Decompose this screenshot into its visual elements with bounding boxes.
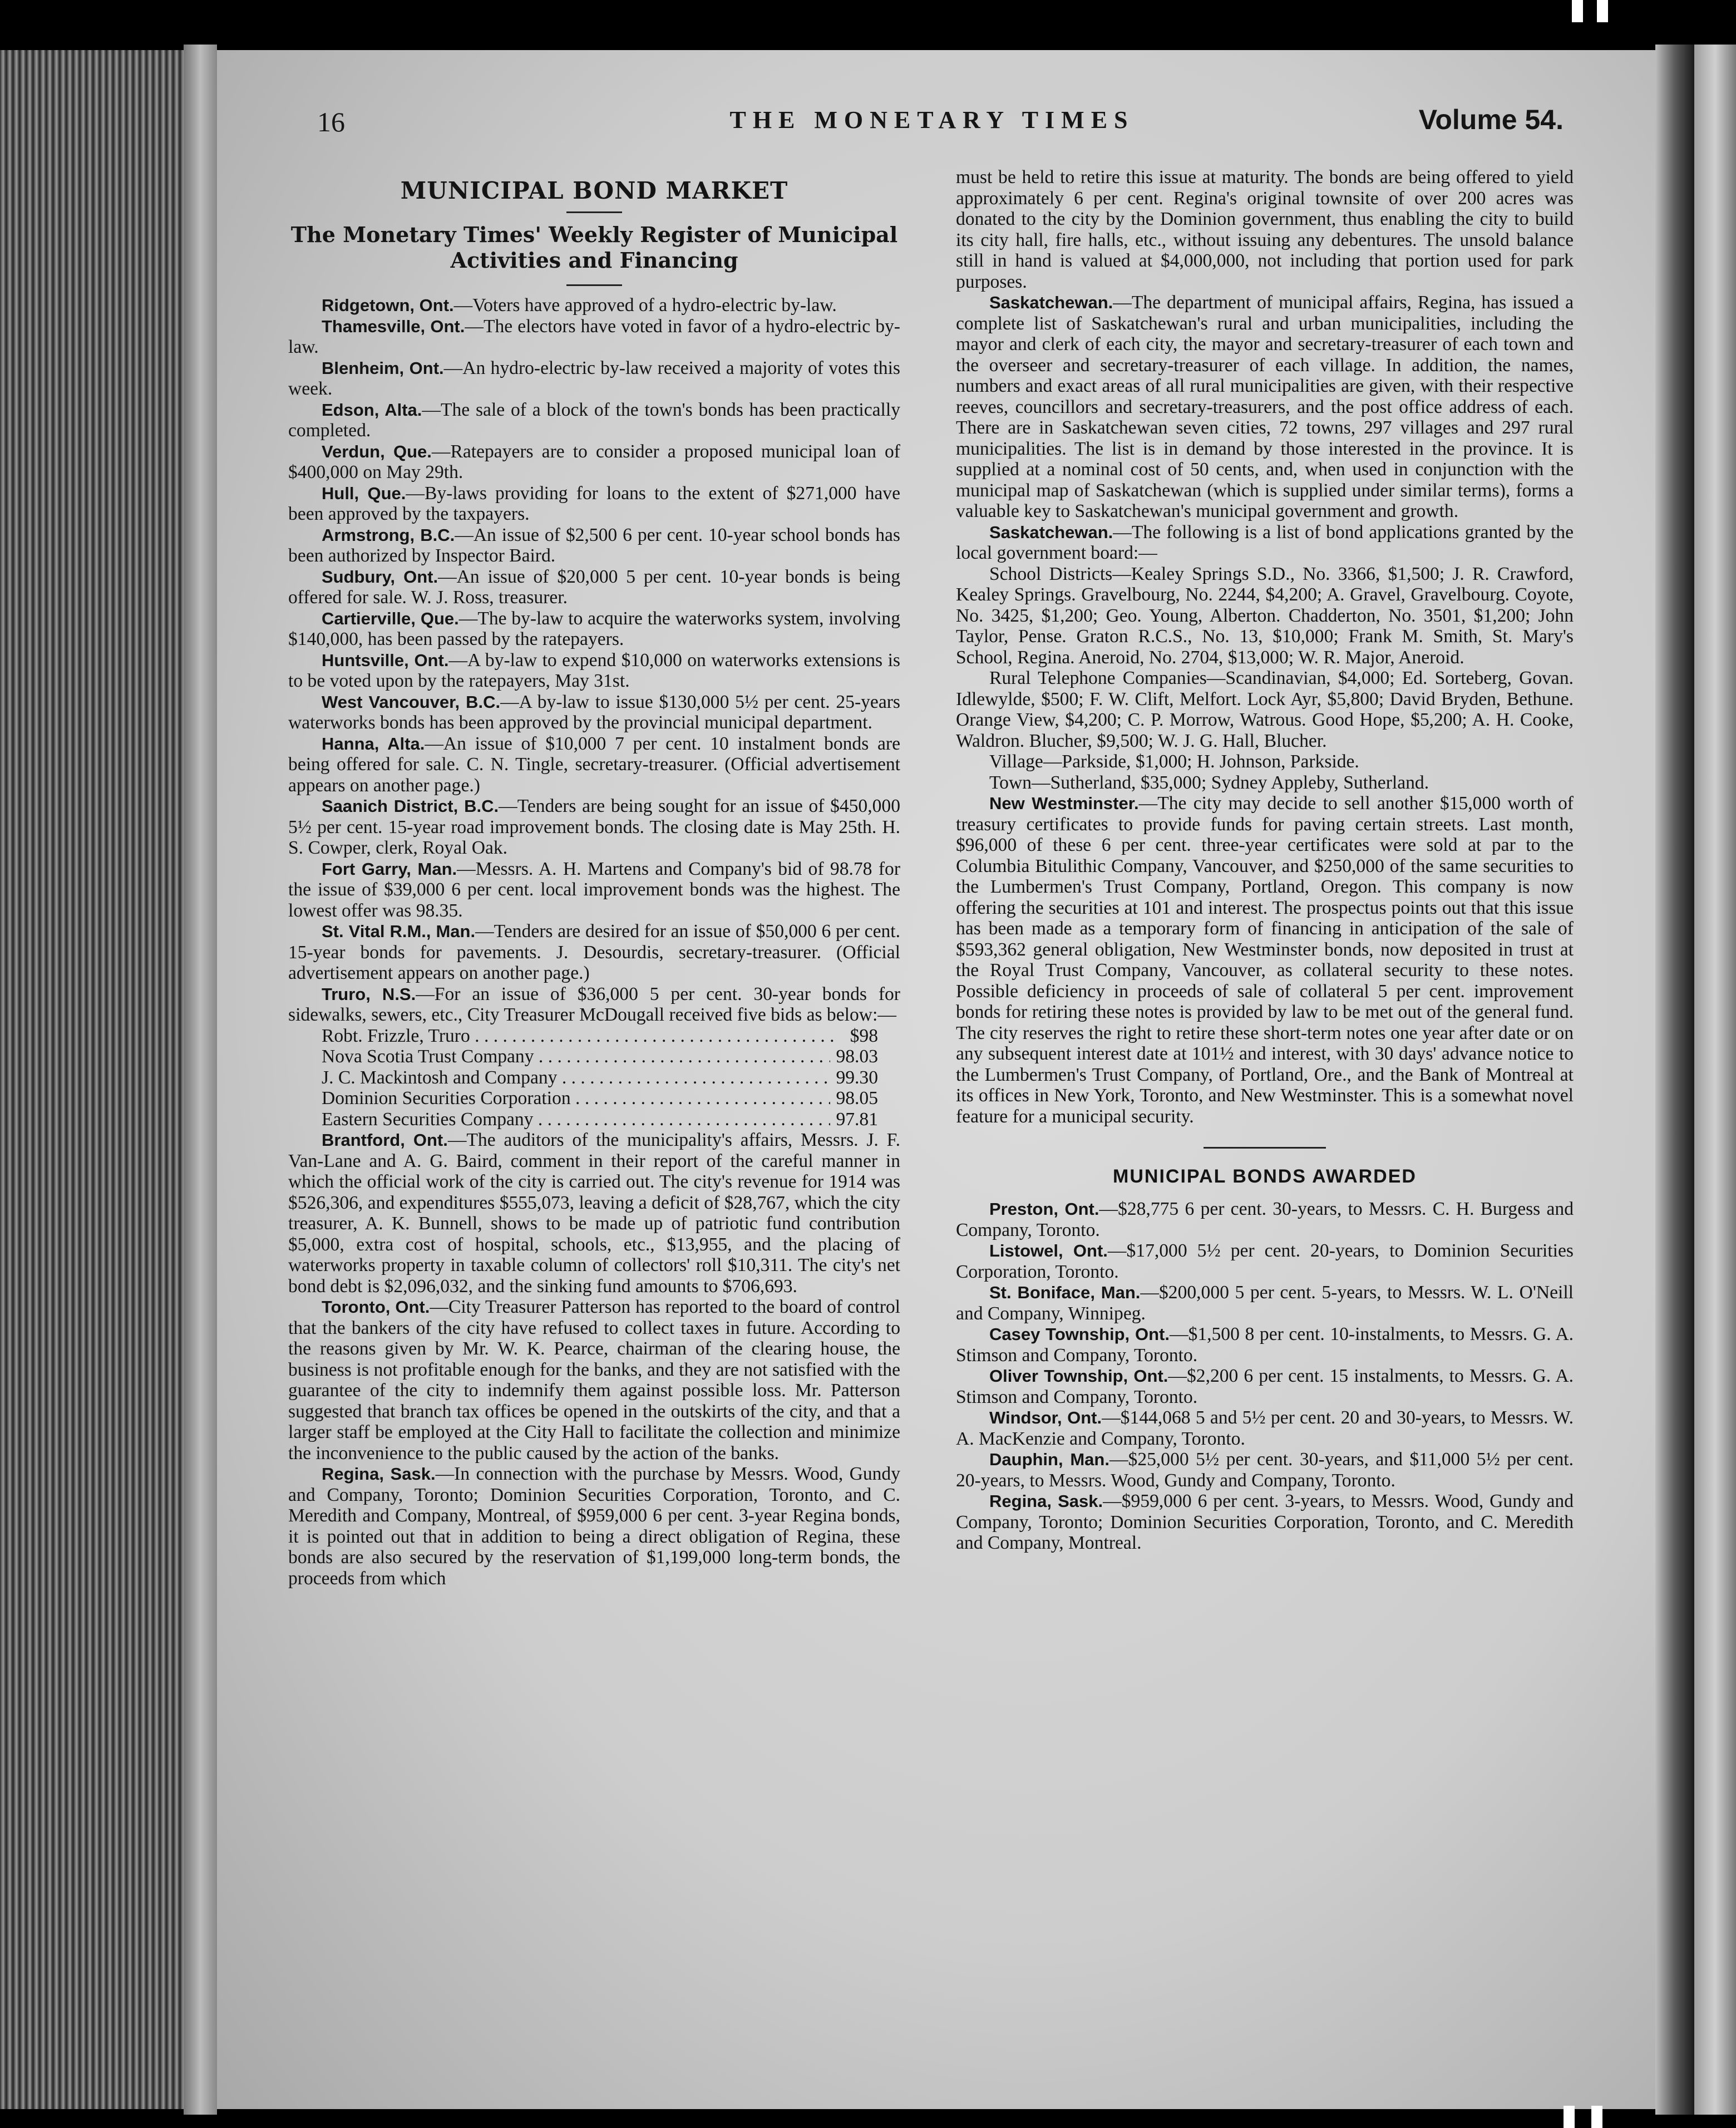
bid-value: 98.03 [836,1046,878,1067]
divider [566,284,622,286]
bid-value: 98.05 [836,1088,878,1109]
bid-list [322,1026,900,1130]
place-name: Brantford, Ont. [322,1130,448,1150]
bid-value: 99.30 [836,1067,878,1088]
news-item [288,483,900,525]
item-text: —A by-law to expend $10,000 on waterworks extensions is to be voted upon by the ratepayers, May 31st. [288,649,900,691]
place-name: Truro, N.S. [322,984,416,1004]
news-item [956,1324,1574,1366]
item-text: —The electors have voted in favor of a hydro-electric by-law. [288,316,900,357]
item-text: —An hydro-electric by-law received a majority of votes this week. [288,357,900,399]
item-text: —Tenders are desired for an issue of $50,000 6 per cent. 15-year bonds for pavements. J. Desourdis, secretary-treasurer. (Official advertisement appears on another page.) [288,921,900,983]
application-entry: Village—Parkside, $1,000; H. Johnson, Parkside. [989,751,1359,772]
news-item [288,525,900,567]
page-number: 16 [317,106,345,137]
bond-applications-list [956,564,1574,794]
news-item [956,522,1574,564]
running-header [300,106,1564,145]
place-name: Sudbury, Ont. [322,567,438,587]
news-items-continued [956,793,1574,1127]
news-item [956,1366,1574,1407]
bidder-name: Eastern Securities Company . . . [322,1109,830,1130]
journal-title: THE MONETARY TIMES [729,106,1135,134]
place-name: Hull, Que. [322,483,406,503]
place-name: Hanna, Alta. [322,733,425,753]
news-item [288,692,900,733]
place-name: Saskatchewan. [989,522,1113,542]
news-item [956,292,1574,522]
news-item [956,1449,1574,1491]
news-item [288,295,900,316]
book-edge [184,45,217,2115]
place-name: Regina, Sask. [322,1464,436,1484]
item-text: —$28,775 6 per cent. 30-years, to Messrs. C. H. Burgess and Company, Toronto. [956,1199,1574,1240]
item-text: —Messrs. A. H. Martens and Company's bid of 98.78 for the issue of $39,000 6 per cent. local improvement bonds was the highest. The lowest offer was 98.35. [288,858,901,921]
place-name: Toronto, Ont. [322,1297,430,1317]
bidder-name: Nova Scotia Trust Company . . . [322,1046,830,1067]
awarded-list [956,1199,1574,1554]
place-name: Saskatchewan. [989,293,1113,312]
section-title: MUNICIPAL BOND MARKET [400,177,788,204]
divider [566,211,622,213]
application-entry: Town—Sutherland, $35,000; Sydney Appleby, Sutherland. [989,772,1429,793]
news-item [288,441,900,483]
left-column [288,167,900,1589]
place-name: Ridgetown, Ont. [322,295,454,315]
item-text: —$959,000 6 per cent. 3-years, to Messrs. Wood, Gundy and Company, Toronto; Dominion Securities Corporation, Toronto, and C. Meredith and Company, Montreal. [956,1491,1574,1553]
film-mark [1572,0,1583,22]
continued-paragraph: must be held to retire this issue at maturity. The bonds are being offered to yield approximately 6 per cent. Regina's original townsite of over 200 acres was donated to the city by the Dominion government, thus enabling the city to build its city hall, fire halls, etc., without issuing any debentures. The unsold balance still in hand is valued at $4,000,000, not including that portion used for park purposes. [956,167,1574,292]
bid-row [322,1067,900,1088]
place-name: Dauphin, Man. [989,1450,1109,1469]
item-text: —In connection with the purchase by Messrs. Wood, Gundy and Company, Toronto; Dominion Securities Corporation, Toronto, and C. Meredith and Company, Montreal, of $959,000 6 per cent. 3-year Regina bonds, it is pointed out that in addition to being a direct obligation of Regina, these bonds are also secured by the reservation of $1,199,000 long-term bonds, the proceeds from which [288,1464,901,1589]
film-mark [1591,2106,1602,2128]
bid-row [322,1046,900,1067]
bidder-name: J. C. Mackintosh and Company . . . [322,1067,830,1088]
section-subtitle: The Monetary Times' Weekly Register of Municipal Activities and Financing [290,222,898,273]
item-text: —Ratepayers are to consider a proposed municipal loan of $400,000 on May 29th. [288,441,900,482]
place-name: Saanich District, B.C. [322,796,499,816]
item-text: —An issue of $10,000 7 per cent. 10 instalment bonds are being offered for sale. C. N. Tingle, secretary-treasurer. (Official advertisement appears on another page.) [288,733,900,796]
news-item [288,567,900,608]
item-text: —Voters have approved of a hydro-electric by-law. [453,295,837,316]
item-text: —Tenders are being sought for an issue of $450,000 5½ per cent. 15-year road improvement bonds. The closing date is May 25th. H. S. Cowper, clerk, Royal Oak. [288,796,900,858]
place-name: Preston, Ont. [989,1199,1099,1219]
item-text: —The department of municipal affairs, Regina, has issued a complete list of Saskatchewan's rural and urban municipalities, including the mayor and clerk of each city, the mayor and secretary-treasurer of each town and the overseer and secretary-treasurer of each village. In addition, the names, numbers and exact areas of all rural municipalities are given, with their respective reeves, councillors and secretary-treasurers, and the post office address of each. There are in Saskatchewan seven cities, 72 towns, 297 villages and 297 rural municipalities. The list is in demand by those interested in the province. It is supplied at a nominal cost of 50 cents, and, when used in conjunction with the municipal map of Saskatchewan (which is supplied under similar terms), forms a valuable key to Saskatchewan's municipal government and growth. [956,292,1574,521]
place-name: Listowel, Ont. [989,1241,1108,1260]
news-item [288,733,900,796]
divider [1204,1147,1326,1149]
bid-row [322,1026,900,1047]
book-gutter [1655,45,1694,2115]
item-text: —$2,200 6 per cent. 15 instalments, to Messrs. G. A. Stimson and Company, Toronto. [956,1366,1574,1407]
place-name: New Westminster. [989,794,1139,813]
news-item [288,400,900,441]
awarded-title: MUNICIPAL BONDS AWARDED [1113,1166,1417,1187]
news-item [288,1464,900,1589]
item-text: —The city may decide to sell another $15,000 worth of treasury certificates to provide funds for paving certain streets. Last month, $96,000 of these 6 per cent. three-year certificates were sold at par to the Columbia Bitulithic Company, Vancouver, and $250,000 of the same securities to the Lumbermen's Trust Company, Portland, Oregon. This company is now offering the securities at 101 and interest. The prospectus points out that this issue has been made as a temporary form of financing in anticipation of the sale of $593,362 general obligation, New Westminster bonds, now deposited in trust at the Royal Trust Company, Vancouver, as collateral security to these notes. Possible deficiency in proceeds of sale of collateral 5 per cent. improvement bonds for retiring these notes is provided by law to be met out of the general fund. The city reserves the right to retire these short-term notes one year after date or on any subsequent interest date at 101½ and interest, with 30 days' advance notice to the Lumbermen's Trust Company, of Portland, Ore., and the Bank of Montreal at its offices in New York, Toronto, and New Westminster. This is a somewhat novel feature for a municipal security. [956,793,1574,1127]
place-name: Huntsville, Ont. [322,650,449,670]
film-mark [1564,2106,1575,2128]
item-text: —The by-law to acquire the waterworks system, involving $140,000, has been passed by the ratepayers. [288,608,900,649]
bid-row [322,1109,900,1130]
item-text: —The following is a list of bond applications granted by the local government board:— [956,521,1574,563]
place-name: Fort Garry, Man. [322,859,457,879]
item-text: —City Treasurer Patterson has reported to the board of control that the bankers of the city have refused to collect taxes in future. According to the reasons given by Mr. W. K. Pearce, chairman of the clearing house, the business is not profitable enough for the banks, and they are not satisfied with the guarantee of the city to indemnify them against possible loss. Mr. Patterson suggested that branch tax offices be opened in the outskirts of the city, and that a larger staff be employed at the City Hall to facilitate the collection and minimize the inconvenience to the public caused by the action of the banks. [288,1297,900,1464]
news-item [956,1407,1574,1449]
item-text: —The sale of a block of the town's bonds has been practically completed. [288,399,900,441]
news-item [288,650,900,692]
news-item [288,316,900,358]
place-name: Verdun, Que. [322,441,432,461]
film-mark [1597,0,1608,22]
news-items [288,295,900,1026]
news-item [288,608,900,650]
place-name: Casey Township, Ont. [989,1324,1170,1344]
news-item [956,1491,1574,1554]
volume-label: Volume 54. [1418,104,1564,135]
item-text: —$17,000 5½ per cent. 20-years, to Dominion Securities Corporation, Toronto. [956,1240,1574,1282]
news-item [288,984,900,1026]
place-name: Windsor, Ont. [989,1408,1102,1427]
right-column [956,167,1574,1554]
item-text: —A by-law to issue $130,000 5½ per cent. 25-years waterworks bonds has been approved by the provincial municipal department. [288,691,900,733]
item-text: —$144,068 5 and 5½ per cent. 20 and 30-years, to Messrs. W. A. MacKenzie and Company, Toronto. [956,1407,1574,1449]
news-item [288,796,900,859]
item-text: —An issue of $2,500 6 per cent. 10-year school bonds has been authorized by Inspector Baird. [288,524,900,566]
facing-page-edge [1694,45,1736,2115]
news-item [956,1240,1574,1282]
place-name: St. Boniface, Man. [989,1283,1141,1302]
item-text: —$25,000 5½ per cent. 30-years, and $11,000 5½ per cent. 20-years, to Messrs. Wood, Gundy and Company, Toronto. [956,1449,1574,1491]
place-name: Cartierville, Que. [322,608,459,628]
place-name: Edson, Alta. [322,400,422,420]
item-text: —An issue of $20,000 5 per cent. 10-year bonds is being offered for sale. W. J. Ross, treasurer. [288,566,900,608]
item-text: —$200,000 5 per cent. 5-years, to Messrs. W. L. O'Neill and Company, Winnipeg. [956,1282,1574,1324]
application-entry: School Districts—Kealey Springs S.D., No. 3366, $1,500; J. R. Crawford, Kealey Springs. Gravelbourg, No. 2244, $4,200; A. Gravel, Gravelbourg. Coyote, No. 3425, $1,200; Geo. Young, Alberton. Chadderton, No. 3501, $1,200; John Taylor, Pense. Graton R.C.S., No. 13, $10,000; Frank M. Smith, St. Mary's School, Regina. Aneroid, No. 2704, $13,000; W. R. Major, Aneroid. [956,563,1574,668]
news-items-continued [288,1130,900,1589]
item-text: —The auditors of the municipality's affairs, Messrs. J. F. Van-Lane and A. G. Baird, comment in their report of the careful manner in which the official work of the city is carried out. The city's revenue for 1914 was $526,306, and expenditures $555,073, leaving a deficit of $28,767, which the city treasurer, A. K. Bunnell, shows to be made up of patriotic fund contribution $5,000, extra cost of hospital, schools, etc., $13,955, and the placing of waterworks property in taxable column of collectors' roll $10,311. The city's net bond debt is $2,096,032, and the sinking fund amounts to $706,693. [288,1130,901,1297]
place-name: St. Vital R.M., Man. [322,922,476,941]
place-name: Regina, Sask. [989,1491,1103,1511]
bidder-name: Dominion Securities Corporation . . . [322,1088,830,1109]
news-item [288,358,900,400]
place-name: West Vancouver, B.C. [322,692,501,712]
news-item [956,1199,1574,1240]
bid-row [322,1088,900,1109]
bid-value: 97.81 [836,1109,878,1130]
place-name: Thamesville, Ont. [322,316,465,336]
news-item [956,793,1574,1127]
news-item [288,921,900,984]
news-items [956,292,1574,564]
place-name: Blenheim, Ont. [322,358,444,378]
bid-value: $98 [850,1025,878,1046]
news-item [956,1282,1574,1324]
item-text: —$1,500 8 per cent. 10-instalments, to Messrs. G. A. Stimson and Company, Toronto. [956,1324,1574,1366]
bidder-name: Robt. Frizzle, Truro . . . [322,1026,845,1047]
item-text: —By-laws providing for loans to the extent of $271,000 have been approved by the taxpayers. [288,482,900,524]
news-item [288,1297,900,1464]
news-item [288,1130,900,1297]
place-name: Oliver Township, Ont. [989,1366,1168,1386]
application-entry: Rural Telephone Companies—Scandinavian, $4,000; Ed. Sorteberg, Govan. Idlewylde, $500; F. W. Clift, Melfort. Lock Ayr, $5,800; David Bryden, Bethune. Orange View, $4,200; C. P. Morrow, Watrous. Good Hope, $5,200; A. H. Cooke, Waldron. Blucher, $9,500; W. J. G. Hall, Blucher. [956,668,1574,751]
news-item [288,859,900,922]
item-text: —For an issue of $36,000 5 per cent. 30-year bonds for sidewalks, sewers, etc., City Treasurer McDougall received five bids as below:— [288,983,900,1025]
place-name: Armstrong, B.C. [322,525,455,545]
